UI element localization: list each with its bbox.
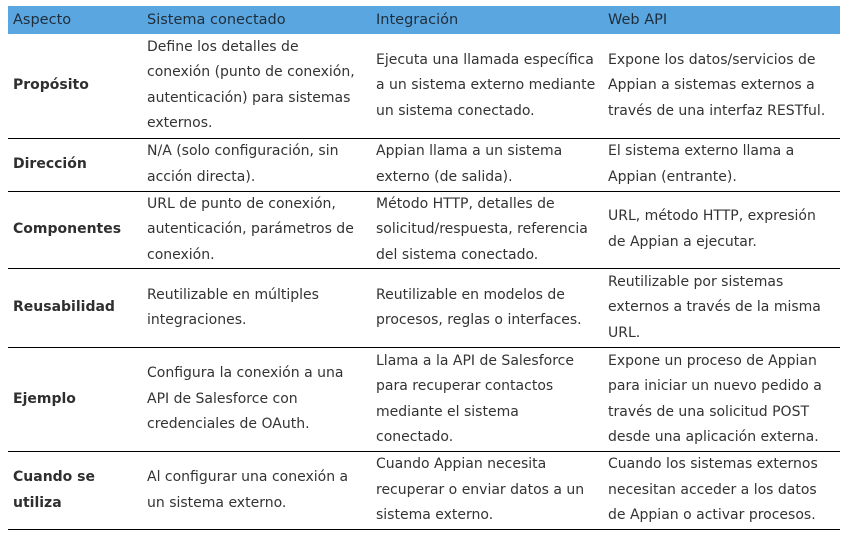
cell-integracion: Ejecuta una llamada específica a un sistema externo mediante un sistema conectado. bbox=[371, 34, 603, 138]
cell-sistema-conectado: URL de punto de conexión, autenticación, parámetros de conexión. bbox=[142, 191, 371, 269]
table-row-reusabilidad bbox=[8, 269, 840, 348]
cell-integracion: Reutilizable en modelos de procesos, reglas o interfaces. bbox=[371, 269, 603, 348]
cell-web-api: Expone los datos/servicios de Appian a sistemas externos a través de una interfaz RESTful. bbox=[603, 34, 840, 138]
header-integracion: Integración bbox=[371, 6, 603, 34]
row-aspect: Ejemplo bbox=[8, 348, 142, 452]
cell-sistema-conectado: Reutilizable en múltiples integraciones. bbox=[142, 269, 371, 348]
table-row-cuando-se-utiliza bbox=[8, 452, 840, 530]
cell-web-api: Reutilizable por sistemas externos a través de la misma URL. bbox=[603, 269, 840, 348]
cell-sistema-conectado: Define los detalles de conexión (punto de conexión, autenticación) para sistemas externos. bbox=[142, 34, 371, 138]
row-aspect: Componentes bbox=[8, 191, 142, 269]
cell-integracion: Appian llama a un sistema externo (de salida). bbox=[371, 138, 603, 191]
table-row-ejemplo bbox=[8, 348, 840, 452]
row-aspect: Propósito bbox=[8, 34, 142, 138]
cell-sistema-conectado: Configura la conexión a una API de Salesforce con credenciales de OAuth. bbox=[142, 348, 371, 452]
cell-web-api: El sistema externo llama a Appian (entrante). bbox=[603, 138, 840, 191]
header-aspecto: Aspecto bbox=[8, 6, 142, 34]
row-aspect: Reusabilidad bbox=[8, 269, 142, 348]
table-row-proposito bbox=[8, 34, 840, 138]
row-aspect: Cuando se utiliza bbox=[8, 452, 142, 530]
header-sistema-conectado: Sistema conectado bbox=[142, 6, 371, 34]
header-web-api: Web API bbox=[603, 6, 840, 34]
table-header bbox=[8, 6, 840, 34]
header-row bbox=[8, 6, 840, 34]
cell-integracion: Cuando Appian necesita recuperar o enviar datos a un sistema externo. bbox=[371, 452, 603, 530]
cell-web-api: Expone un proceso de Appian para iniciar un nuevo pedido a través de una solicitud POST desde una aplicación externa. bbox=[603, 348, 840, 452]
cell-web-api: Cuando los sistemas externos necesitan acceder a los datos de Appian o activar procesos. bbox=[603, 452, 840, 530]
table-body bbox=[8, 34, 840, 530]
comparison-table-container bbox=[8, 6, 840, 530]
cell-sistema-conectado: N/A (solo configuración, sin acción directa). bbox=[142, 138, 371, 191]
cell-integracion: Método HTTP, detalles de solicitud/respuesta, referencia del sistema conectado. bbox=[371, 191, 603, 269]
table-row-componentes bbox=[8, 191, 840, 269]
table-row-direccion bbox=[8, 138, 840, 191]
comparison-table bbox=[8, 6, 840, 530]
row-aspect: Dirección bbox=[8, 138, 142, 191]
cell-web-api: URL, método HTTP, expresión de Appian a ejecutar. bbox=[603, 191, 840, 269]
cell-sistema-conectado: Al configurar una conexión a un sistema externo. bbox=[142, 452, 371, 530]
cell-integracion: Llama a la API de Salesforce para recuperar contactos mediante el sistema conectado. bbox=[371, 348, 603, 452]
